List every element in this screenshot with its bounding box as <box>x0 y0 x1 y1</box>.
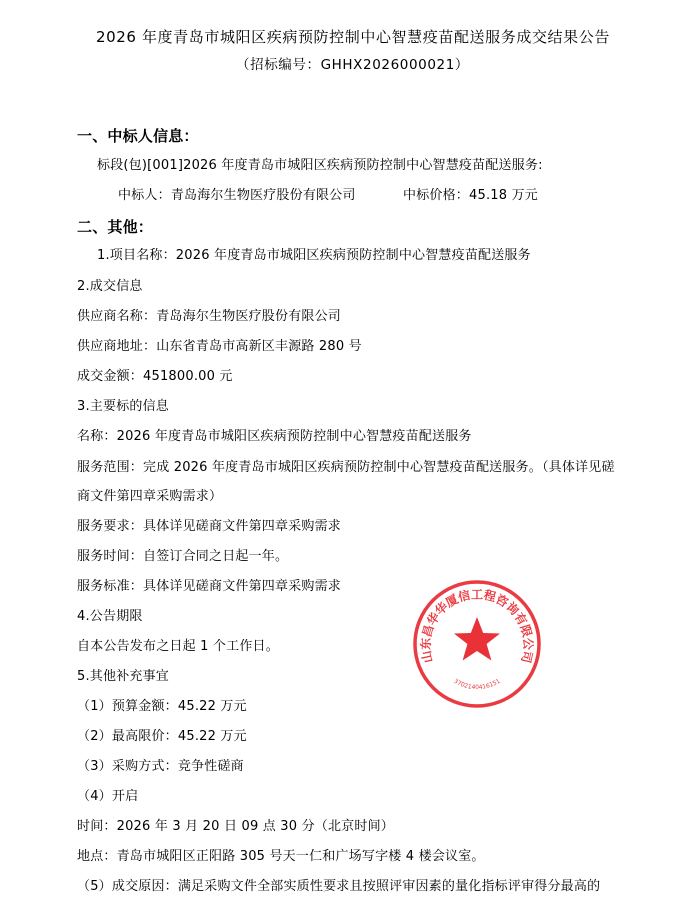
other-matters-heading: 5.其他补充事宜 <box>77 669 170 684</box>
service-scope-line: 服务范围：完成 2026 年度青岛市城阳区疾病预防控制中心智慧疫苗配送服务。（具体详见磋 <box>77 460 615 475</box>
winner-line <box>118 188 356 204</box>
seal-company-name: 山东昌华华厦信工程咨询有限公司 <box>418 587 536 665</box>
opening-place-line: 地点：青岛市城阳区正阳路 305 号天一仁和广场写字楼 4 楼会议室。 <box>77 849 485 864</box>
seal-graphic <box>412 579 542 709</box>
deal-amount-line: 成交金额：451800.00 元 <box>77 369 233 384</box>
opening-heading: （4）开启 <box>77 789 139 804</box>
deal-info-heading: 2.成交信息 <box>77 279 143 294</box>
budget-line: （1）预算金额：45.22 万元 <box>77 699 247 714</box>
service-scope-line-cont: 商文件第四章采购需求） <box>77 489 223 504</box>
winner-label: 中标人： <box>118 188 171 203</box>
procurement-method-line: （3）采购方式：竞争性磋商 <box>77 759 244 774</box>
document-title: 2026 年度青岛市城阳区疾病预防控制中心智慧疫苗配送服务成交结果公告 <box>96 28 610 46</box>
price-label: 中标价格： <box>403 188 470 203</box>
notice-period-heading: 4.公告期限 <box>77 609 143 624</box>
section-heading-winner: 一、中标人信息： <box>77 127 199 145</box>
company-seal <box>412 579 542 709</box>
lot-line: 标段(包)[001]2026 年度青岛市城阳区疾病预防控制中心智慧疫苗配送服务: <box>97 158 543 173</box>
supplier-name-line: 供应商名称：青岛海尔生物医疗股份有限公司 <box>77 309 342 324</box>
max-price-line: （2）最高限价：45.22 万元 <box>77 729 247 744</box>
notice-period-line: 自本公告发布之日起 1 个工作日。 <box>77 639 279 654</box>
supplier-address-line: 供应商地址：山东省青岛市高新区丰源路 280 号 <box>77 339 362 354</box>
subject-name-line: 名称：2026 年度青岛市城阳区疾病预防控制中心智慧疫苗配送服务 <box>77 429 472 444</box>
subject-info-heading: 3.主要标的信息 <box>77 399 170 414</box>
service-standard-line: 服务标准：具体详见磋商文件第四章采购需求 <box>77 579 342 594</box>
opening-time-line: 时间：2026 年 3 月 20 日 09 点 30 分（北京时间） <box>77 819 394 834</box>
service-requirement-line: 服务要求：具体详见磋商文件第四章采购需求 <box>77 519 342 534</box>
tender-code: （招标编号：GHHX2026000021） <box>236 57 470 73</box>
winner-value: 青岛海尔生物医疗股份有限公司 <box>170 188 356 203</box>
service-time-line: 服务时间：自签订合同之日起一年。 <box>77 549 289 564</box>
seal-number: 3702140416151 <box>452 677 502 692</box>
price-line <box>403 188 538 204</box>
section-heading-other: 二、其他： <box>77 218 154 236</box>
project-name-line: 1.项目名称：2026 年度青岛市城阳区疾病预防控制中心智慧疫苗配送服务 <box>97 248 531 263</box>
deal-reason-line: （5）成交原因：满足采购文件全部实质性要求且按照评审因素的量化指标评审得分最高的 <box>77 879 601 894</box>
star-icon <box>454 617 500 661</box>
price-value: 45.18 万元 <box>469 188 538 203</box>
